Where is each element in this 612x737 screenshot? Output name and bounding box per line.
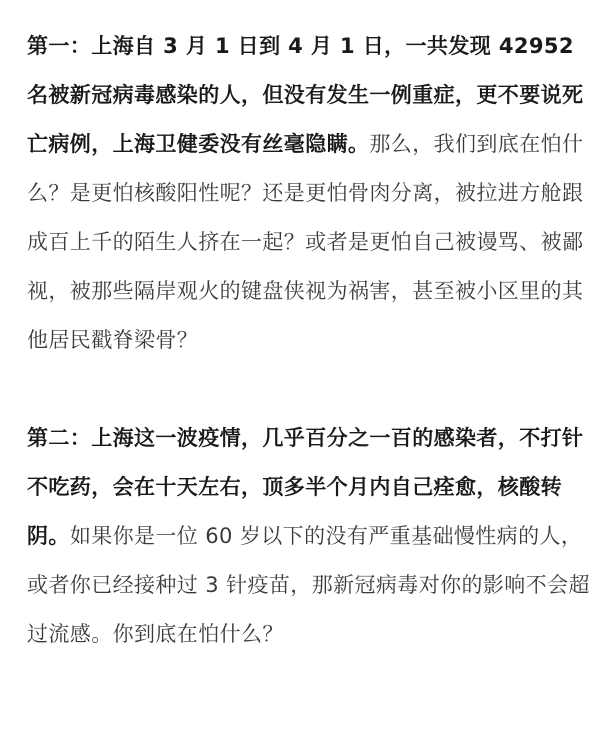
paragraph-2 — [27, 414, 592, 659]
article-body — [27, 22, 592, 659]
paragraph-1-normal-text: 那么，我们到底在怕什么？是更怕核酸阳性呢？还是更怕骨肉分离，被拉进方舱跟成百上千的陌生人挤在一起？或者是更怕自己被谩骂、被鄙视，被那些隔岸观火的键盘侠视为祸害，甚至被小区里的其他居民戳脊梁骨？ — [27, 132, 584, 352]
paragraph-2-normal-text: 如果你是一位 60 岁以下的没有严重基础慢性病的人，或者你已经接种过 3 针疫苗，那新冠病毒对你的影响不会超过流感。你到底在怕什么？ — [27, 524, 590, 646]
paragraph-2-bold-text: 第二：上海这一波疫情，几乎百分之一百的感染者，不打针不吃药，会在十天左右，顶多半个月内自己痊愈，核酸转阴。 — [27, 426, 584, 548]
paragraph-1 — [27, 22, 592, 365]
paragraph-1-bold-text: 第一：上海自 3 月 1 日到 4 月 1 日，一共发现 42952 名被新冠病毒感染的人，但没有发生一例重症，更不要说死亡病例，上海卫健委没有丝毫隐瞒。 — [27, 34, 584, 156]
